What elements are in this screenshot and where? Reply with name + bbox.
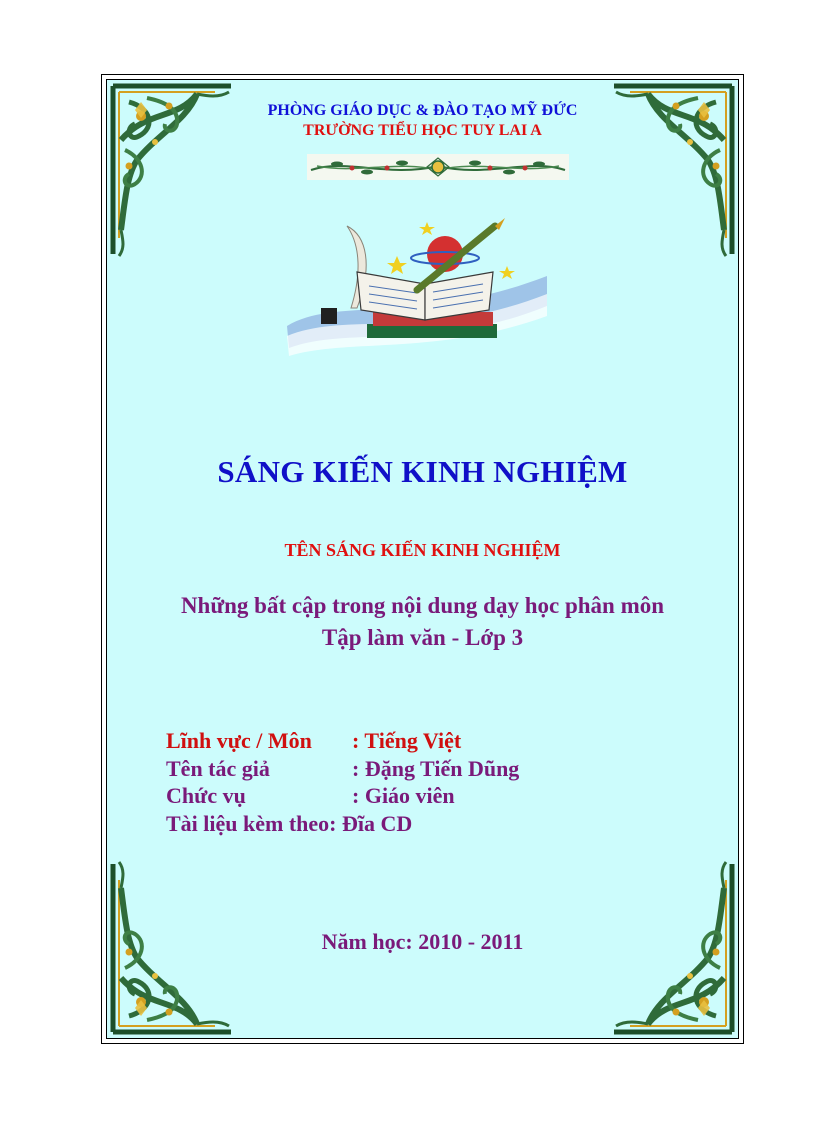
field-value: : Tiếng Việt xyxy=(352,728,462,753)
author-label: Tên tác giả xyxy=(166,755,270,781)
school-name: TRƯỜNG TIỂU HỌC TUY LAI A xyxy=(303,122,542,139)
main-title: SÁNG KIẾN KINH NGHIỆM xyxy=(217,454,628,489)
attachment-label: Tài liệu kèm theo: xyxy=(166,810,337,836)
attachment-value: Đĩa CD xyxy=(342,810,413,836)
field-label: Lĩnh vực / Môn xyxy=(166,728,312,753)
school-year: Năm học: 2010 - 2011 xyxy=(321,929,524,954)
initiative-name-label: TÊN SÁNG KIẾN KINH NGHIỆM xyxy=(284,540,561,560)
author-value: : Đặng Tiến Dũng xyxy=(352,755,520,781)
topic-line-1: Những bất cập trong nội dung dạy học phân môn xyxy=(180,593,665,618)
author-info-block xyxy=(166,727,519,837)
position-value: : Giáo viên xyxy=(352,783,455,808)
department-name: PHÒNG GIÁO DỤC & ĐÀO TẠO MỸ ĐỨC xyxy=(267,102,578,119)
field-row xyxy=(166,727,519,755)
cover-frame xyxy=(101,74,744,1044)
book-quill-illustration xyxy=(277,216,557,366)
position-row xyxy=(166,782,519,810)
attachment-row xyxy=(166,810,519,838)
position-label: Chức vụ xyxy=(166,783,246,808)
floral-divider xyxy=(307,154,569,180)
topic-line-2: Tập làm văn - Lớp 3 xyxy=(321,625,524,650)
cover-page xyxy=(106,79,739,1039)
author-row xyxy=(166,755,519,783)
